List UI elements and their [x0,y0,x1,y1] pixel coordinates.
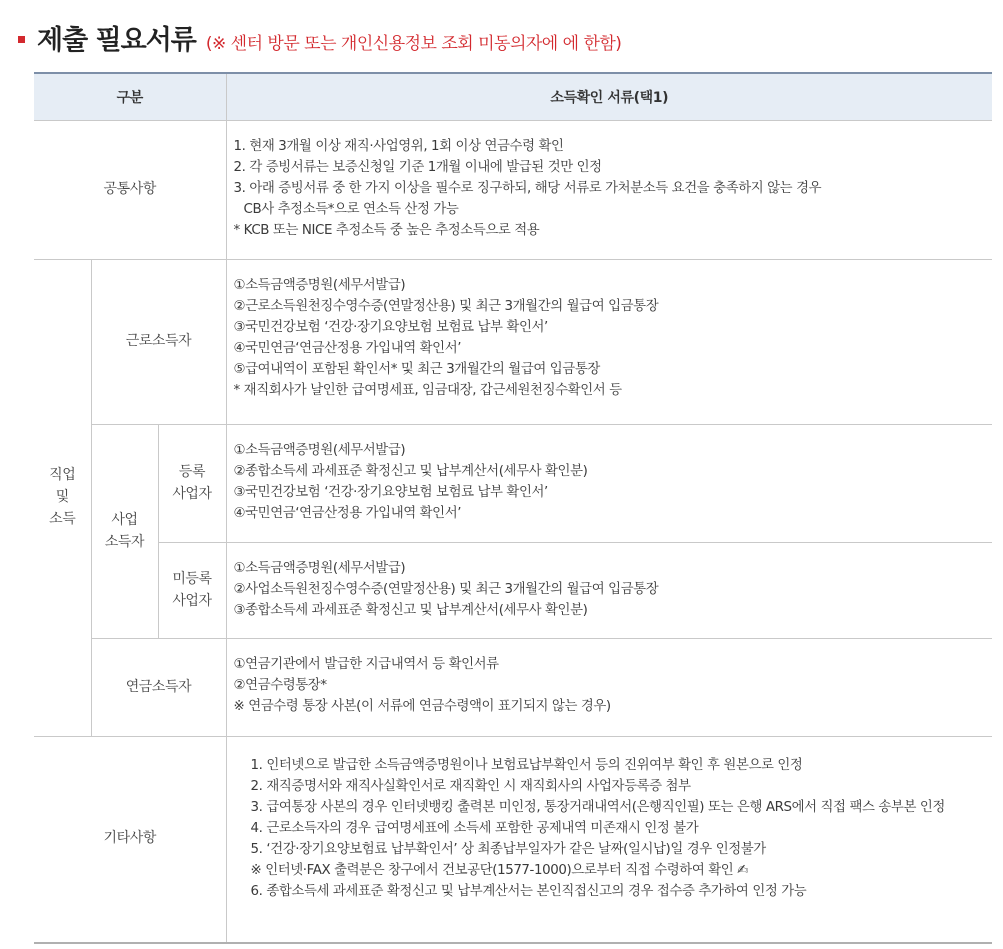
bullet-marker [18,36,25,43]
category-line: 사업 [111,511,138,528]
section-note: (※ 센터 방문 또는 개인신용정보 조회 미동의자에 에 한함) [205,34,622,54]
list-item: ③종합소득세 과세표준 확정신고 및 납부계산서(세무사 확인분) [233,602,588,618]
list-item: 1. 현재 3개월 이상 재직·사업영위, 1회 이상 연금수령 확인 [233,139,564,154]
content-employee [226,260,992,425]
list-item: 3. 급여통장 사본의 경우 인터넷뱅킹 출력본 미인정, 통장거래내역서(은행직인필) 또는 은행 ARS에서 직접 팩스 송부본 인정 [250,800,945,815]
category-pension: 연금소득자 [91,639,226,737]
table-row-pension [34,639,992,737]
section-title: 제출 필요서류 [37,25,196,56]
list-item: ①소득금액증명원(세무서발급) [233,278,406,293]
list-item: ②종합소득세 과세표준 확정신고 및 납부계산서(세무사 확인분) [233,463,588,479]
list-item: ※ 연금수령 통장 사본(이 서류에 연금수령액이 표기되지 않는 경우) [233,698,611,714]
table-header-row [34,73,992,121]
category-line: 사업자 [172,485,212,502]
category-other: 기타사항 [34,737,226,943]
list-item: ②연금수령통장* [233,677,327,693]
category-common: 공통사항 [34,121,226,260]
list-item: ①소득금액증명원(세무서발급) [233,561,406,576]
category-line: 미등록 [172,570,212,587]
category-occupation-income [34,260,91,737]
header-documents: 소득확인 서류(택1) [226,73,992,121]
list-item: 2. 각 증빙서류는 보증신청일 기준 1개월 이내에 발급된 것만 인정 [233,159,602,175]
category-registered-business [158,425,226,543]
category-line: 및 [55,489,69,506]
content-unregistered-business [226,543,992,639]
category-line: 소득 [49,510,76,527]
list-item: 4. 근로소득자의 경우 급여명세표에 소득세 포함한 공제내역 미존재시 인정 불가 [250,821,699,836]
list-item: ⑤급여내역이 포함된 확인서* 및 최근 3개월간의 월급여 입금통장 [233,361,600,377]
category-employee: 근로소득자 [91,260,226,425]
table-row-unregistered-business [34,543,992,639]
list-item: * KCB 또는 NICE 추정소득 중 높은 추정소득으로 적용 [233,222,540,238]
list-item: ③국민건강보험 ‘건강·장기요양보험 보험료 납부 확인서’ [233,484,548,500]
required-documents-table [34,72,992,944]
category-line: 등록 [178,463,206,480]
category-line: 사업자 [172,592,212,609]
category-business [91,425,158,639]
list-item: 2. 재직증명서와 재직사실확인서로 재직확인 시 재직회사의 사업자등록증 첨부 [250,779,691,794]
table-row-common [34,121,992,260]
list-item: ③국민건강보험 ‘건강·장기요양보험 보험료 납부 확인서’ [233,319,548,335]
list-item: ④국민연금‘연금산정용 가입내역 확인서’ [233,505,462,521]
list-item: CB사 추정소득*으로 연소득 산정 가능 [243,201,459,217]
table-row-employee [34,260,992,425]
content-common [226,121,992,260]
category-line: 소득자 [104,533,145,550]
table-row-registered-business [34,425,992,543]
list-item: 3. 아래 증빙서류 중 한 가지 이상을 필수로 징구하되, 해당 서류로 가처분소득 요건을 충족하지 않는 경우 [233,180,822,196]
list-item: 1. 인터넷으로 발급한 소득금액증명원이나 보험료납부확인서 등의 진위여부 확인 후 원본으로 인정 [250,758,803,773]
list-item: ①연금기관에서 발급한 지급내역서 등 확인서류 [233,657,499,672]
list-item: ②사업소득원천징수영수증(연말정산용) 및 최근 3개월간의 월급여 입금통장 [233,581,659,597]
category-unregistered-business [158,543,226,639]
list-item: 6. 종합소득세 과세표준 확정신고 및 납부계산서는 본인직접신고의 경우 접수증 추가하여 인정 가능 [250,884,807,899]
list-item: 5. ‘건강·장기요양보험료 납부확인서’ 상 최종납부일자가 같은 날짜(일시납)일 경우 인정불가 [250,842,766,857]
content-pension [226,639,992,737]
category-line: 직업 [49,467,76,484]
list-item: ※ 인터넷·FAX 출력분은 창구에서 건보공단(1577-1000)으로부터 직접 수령하여 확인 ✍ [250,863,748,878]
list-item: * 재직회사가 날인한 급여명세표, 임금대장, 갑근세원천징수확인서 등 [233,382,622,398]
header-category: 구분 [34,73,226,121]
list-item: ④국민연금‘연금산정용 가입내역 확인서’ [233,340,462,356]
content-registered-business [226,425,992,543]
section-heading [18,18,621,62]
table-row-other [34,737,992,943]
content-other [226,737,992,943]
list-item: ①소득금액증명원(세무서발급) [233,443,406,458]
list-item: ②근로소득원천징수영수증(연말정산용) 및 최근 3개월간의 월급여 입금통장 [233,298,659,314]
